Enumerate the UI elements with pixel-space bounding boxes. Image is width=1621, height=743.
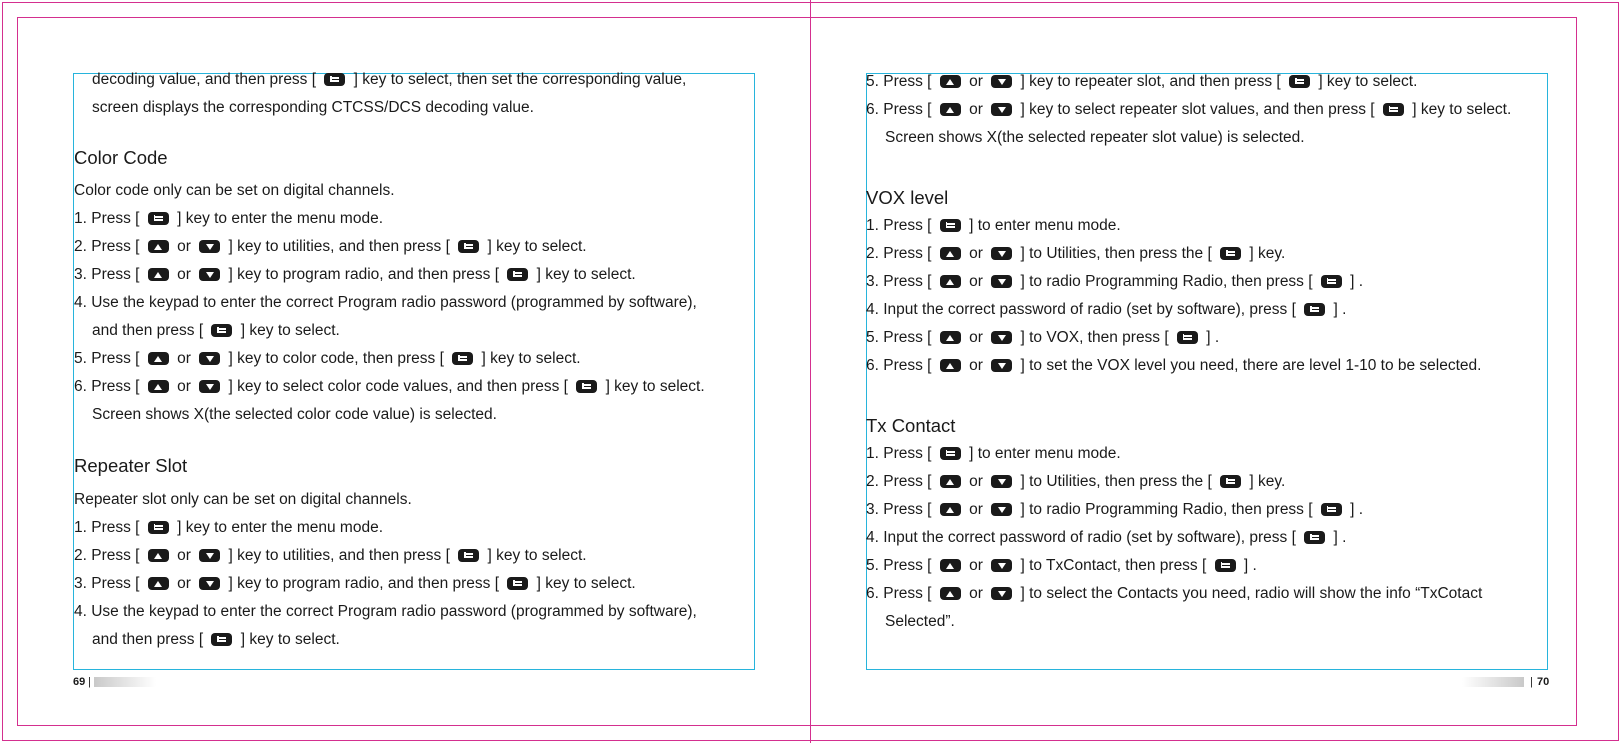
right-page-number: 70: [1537, 676, 1550, 688]
right-line-17: 6. Press [ or ] to select the Contacts you need, radio will show the info “TxCotact: [866, 585, 1483, 602]
up-arrow-key-icon: [148, 240, 169, 253]
right-line-8: 4. Input the correct password of radio (set by software), press [ ] .: [866, 301, 1347, 318]
left-line-18: 4. Use the keypad to enter the correct Program radio password (programmed by software),: [74, 603, 697, 620]
up-arrow-key-icon: [940, 503, 961, 516]
down-arrow-key-icon: [991, 103, 1012, 116]
heading-vox-level: VOX level: [866, 187, 949, 208]
left-line-1: decoding value, and then press [ ] key to select, then set the corresponding value,: [92, 71, 687, 88]
up-arrow-key-icon: [148, 268, 169, 281]
down-arrow-key-icon: [991, 359, 1012, 372]
up-arrow-key-icon: [148, 549, 169, 562]
menu-key-icon: [458, 240, 479, 253]
left-page-number: 69: [73, 676, 86, 688]
down-arrow-key-icon: [199, 549, 220, 562]
down-arrow-key-icon: [991, 331, 1012, 344]
right-line-9: 5. Press [ or ] to VOX, then press [ ] .: [866, 329, 1220, 346]
down-arrow-key-icon: [991, 75, 1012, 88]
left-line-9: and then press [ ] key to select.: [92, 322, 340, 339]
down-arrow-key-icon: [199, 268, 220, 281]
left-page-content: [74, 0, 774, 743]
right-line-10: 6. Press [ or ] to set the VOX level you need, there are level 1-10 to be selected.: [866, 357, 1482, 374]
right-page-content: [866, 0, 1566, 743]
menu-key-icon: [1220, 247, 1241, 260]
menu-key-icon: [324, 73, 345, 86]
down-arrow-key-icon: [199, 380, 220, 393]
up-arrow-key-icon: [148, 380, 169, 393]
heading-tx-contact: Tx Contact: [866, 415, 956, 436]
left-page-number-bar: [94, 677, 156, 687]
menu-key-icon: [1304, 531, 1325, 544]
down-arrow-key-icon: [991, 247, 1012, 260]
menu-key-icon: [458, 549, 479, 562]
down-arrow-key-icon: [199, 240, 220, 253]
right-line-18: Selected”.: [885, 613, 955, 630]
menu-key-icon: [452, 352, 473, 365]
menu-key-icon: [211, 324, 232, 337]
down-arrow-key-icon: [991, 275, 1012, 288]
heading-color-code: Color Code: [74, 147, 168, 168]
up-arrow-key-icon: [940, 75, 961, 88]
left-line-14: Repeater slot only can be set on digital channels.: [74, 491, 412, 508]
menu-key-icon: [1177, 331, 1198, 344]
right-line-15: 4. Input the correct password of radio (set by software), press [ ] .: [866, 529, 1347, 546]
left-line-17: 3. Press [ or ] key to program radio, and then press [ ] key to select.: [74, 575, 636, 592]
up-arrow-key-icon: [940, 247, 961, 260]
up-arrow-key-icon: [148, 577, 169, 590]
left-line-10: 5. Press [ or ] key to color code, then press [ ] key to select.: [74, 350, 581, 367]
down-arrow-key-icon: [991, 503, 1012, 516]
left-line-5: 1. Press [ ] key to enter the menu mode.: [74, 210, 384, 227]
menu-key-icon: [576, 380, 597, 393]
left-line-15: 1. Press [ ] key to enter the menu mode.: [74, 519, 384, 536]
left-line-12: Screen shows X(the selected color code value) is selected.: [92, 406, 497, 423]
menu-key-icon: [940, 447, 961, 460]
right-line-5: 1. Press [ ] to enter menu mode.: [866, 217, 1121, 234]
menu-key-icon: [940, 219, 961, 232]
menu-key-icon: [1304, 303, 1325, 316]
up-arrow-key-icon: [148, 352, 169, 365]
down-arrow-key-icon: [991, 475, 1012, 488]
right-line-3: Screen shows X(the selected repeater slot value) is selected.: [885, 129, 1305, 146]
left-line-7: 3. Press [ or ] key to program radio, and then press [ ] key to select.: [74, 266, 636, 283]
left-line-6: 2. Press [ or ] key to utilities, and then press [ ] key to select.: [74, 238, 587, 255]
up-arrow-key-icon: [940, 559, 961, 572]
up-arrow-key-icon: [940, 275, 961, 288]
down-arrow-key-icon: [991, 587, 1012, 600]
up-arrow-key-icon: [940, 587, 961, 600]
left-line-11: 6. Press [ or ] key to select color code values, and then press [ ] key to select.: [74, 378, 705, 395]
right-line-14: 3. Press [ or ] to radio Programming Radio, then press [ ] .: [866, 501, 1364, 518]
menu-key-icon: [1220, 475, 1241, 488]
heading-repeater-slot: Repeater Slot: [74, 455, 188, 476]
left-line-16: 2. Press [ or ] key to utilities, and then press [ ] key to select.: [74, 547, 587, 564]
menu-key-icon: [1321, 275, 1342, 288]
right-page-number-bar: [1462, 677, 1524, 687]
up-arrow-key-icon: [940, 331, 961, 344]
left-line-8: 4. Use the keypad to enter the correct Program radio password (programmed by software),: [74, 294, 697, 311]
up-arrow-key-icon: [940, 359, 961, 372]
down-arrow-key-icon: [199, 352, 220, 365]
right-page-number-divider: |: [1530, 676, 1533, 688]
menu-key-icon: [1383, 103, 1404, 116]
up-arrow-key-icon: [940, 475, 961, 488]
menu-key-icon: [1289, 75, 1310, 88]
right-line-1: 5. Press [ or ] key to repeater slot, and then press [ ] key to select.: [866, 73, 1418, 90]
center-fold-line: [810, 0, 811, 743]
right-line-12: 1. Press [ ] to enter menu mode.: [866, 445, 1121, 462]
left-line-4: Color code only can be set on digital channels.: [74, 182, 395, 199]
menu-key-icon: [1215, 559, 1236, 572]
left-page-number-divider: |: [88, 676, 91, 688]
right-line-6: 2. Press [ or ] to Utilities, then press the [ ] key.: [866, 245, 1286, 262]
right-line-2: 6. Press [ or ] key to select repeater slot values, and then press [ ] key to select.: [866, 101, 1512, 118]
menu-key-icon: [211, 633, 232, 646]
menu-key-icon: [148, 521, 169, 534]
right-line-7: 3. Press [ or ] to radio Programming Radio, then press [ ] .: [866, 273, 1364, 290]
left-line-2: screen displays the corresponding CTCSS/DCS decoding value.: [92, 99, 534, 116]
menu-key-icon: [507, 577, 528, 590]
right-line-13: 2. Press [ or ] to Utilities, then press the [ ] key.: [866, 473, 1286, 490]
left-line-19: and then press [ ] key to select.: [92, 631, 340, 648]
down-arrow-key-icon: [199, 577, 220, 590]
menu-key-icon: [1321, 503, 1342, 516]
menu-key-icon: [507, 268, 528, 281]
right-line-16: 5. Press [ or ] to TxContact, then press [ ] .: [866, 557, 1257, 574]
up-arrow-key-icon: [940, 103, 961, 116]
down-arrow-key-icon: [991, 559, 1012, 572]
menu-key-icon: [148, 212, 169, 225]
